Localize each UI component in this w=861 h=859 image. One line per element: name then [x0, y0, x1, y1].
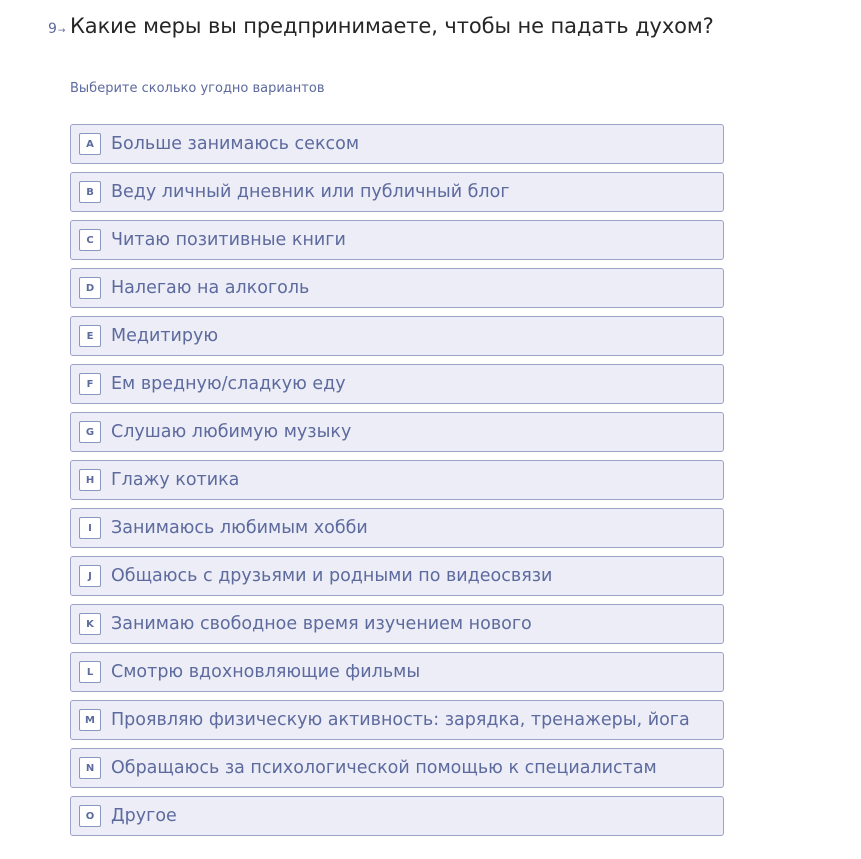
option-key: E: [79, 325, 101, 347]
option-b[interactable]: [70, 172, 724, 212]
option-label: Занимаюсь любимым хобби: [111, 518, 368, 538]
option-j[interactable]: [70, 556, 724, 596]
option-key: D: [79, 277, 101, 299]
option-m[interactable]: [70, 700, 724, 740]
option-label: Общаюсь с друзьями и родными по видеосвязи: [111, 566, 553, 586]
option-label: Налегаю на алкоголь: [111, 278, 310, 298]
option-label: Проявляю физическую активность: зарядка, тренажеры, йога: [111, 710, 690, 730]
option-key: M: [79, 709, 101, 731]
question-number: 9→: [48, 21, 66, 37]
option-label: Ем вредную/сладкую еду: [111, 374, 346, 394]
option-i[interactable]: [70, 508, 724, 548]
question-title: Какие меры вы предпринимаете, чтобы не падать духом?: [70, 14, 714, 38]
option-label: Занимаю свободное время изучением нового: [111, 614, 532, 634]
option-key: O: [79, 805, 101, 827]
option-key: B: [79, 181, 101, 203]
option-a[interactable]: [70, 124, 724, 164]
option-g[interactable]: [70, 412, 724, 452]
option-key: A: [79, 133, 101, 155]
option-e[interactable]: [70, 316, 724, 356]
option-key: J: [79, 565, 101, 587]
option-label: Смотрю вдохновляющие фильмы: [111, 662, 421, 682]
option-key: N: [79, 757, 101, 779]
option-d[interactable]: [70, 268, 724, 308]
option-key: K: [79, 613, 101, 635]
option-f[interactable]: [70, 364, 724, 404]
option-label: Обращаюсь за психологической помощью к специалистам: [111, 758, 657, 778]
option-key: F: [79, 373, 101, 395]
option-label: Больше занимаюсь сексом: [111, 134, 360, 154]
option-label: Слушаю любимую музыку: [111, 422, 352, 442]
question-header: [48, 14, 714, 38]
option-k[interactable]: [70, 604, 724, 644]
question-hint: Выберите сколько угодно вариантов: [70, 81, 325, 96]
option-label: Глажу котика: [111, 470, 240, 490]
options-list: [70, 124, 724, 844]
option-l[interactable]: [70, 652, 724, 692]
option-key: H: [79, 469, 101, 491]
option-label: Медитирую: [111, 326, 219, 346]
option-key: I: [79, 517, 101, 539]
option-label: Веду личный дневник или публичный блог: [111, 182, 510, 202]
option-o[interactable]: [70, 796, 724, 836]
option-n[interactable]: [70, 748, 724, 788]
option-key: L: [79, 661, 101, 683]
option-key: G: [79, 421, 101, 443]
option-label: Читаю позитивные книги: [111, 230, 346, 250]
option-key: C: [79, 229, 101, 251]
option-label: Другое: [111, 806, 177, 826]
option-c[interactable]: [70, 220, 724, 260]
option-h[interactable]: [70, 460, 724, 500]
arrow-right-icon: →: [57, 26, 66, 36]
